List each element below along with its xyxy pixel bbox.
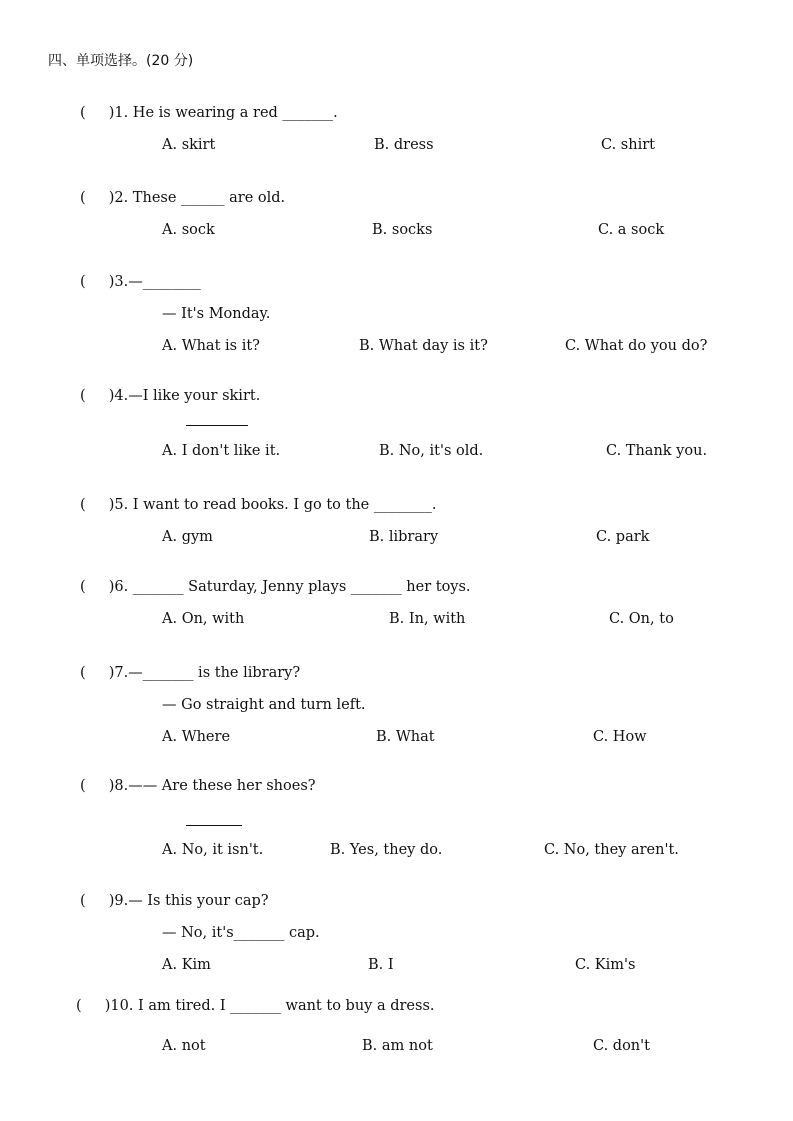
question-2-option-c: C. a sock <box>598 222 665 238</box>
question-9-reply: — No, it's_______ cap. <box>162 925 320 941</box>
section-title: 四、单项选择。(20 分) <box>48 53 194 69</box>
question-4-answer-blank <box>186 425 248 426</box>
question-6-option-c: C. On, to <box>609 611 674 627</box>
question-3-option-c: C. What do you do? <box>565 338 708 354</box>
question-5-option-a: A. gym <box>162 529 213 545</box>
question-7-stem: ( )7.—_______ is the library? <box>80 665 301 681</box>
question-7-option-a: A. Where <box>162 729 231 745</box>
question-10-option-c: C. don't <box>593 1038 650 1054</box>
question-1-option-b: B. dress <box>374 137 434 153</box>
question-9-option-b: B. I <box>368 957 394 973</box>
question-8-stem: ( )8.—— Are these her shoes? <box>80 778 316 794</box>
question-7-option-c: C. How <box>593 729 647 745</box>
question-10-stem: ( )10. I am tired. I _______ want to buy a dress. <box>76 998 435 1014</box>
question-7-option-b: B. What <box>376 729 435 745</box>
question-10-option-b: B. am not <box>362 1038 433 1054</box>
question-6-option-b: B. In, with <box>389 611 466 627</box>
question-8-option-a: A. No, it isn't. <box>162 842 264 858</box>
question-2-stem: ( )2. These ______ are old. <box>80 190 286 206</box>
question-2-option-a: A. sock <box>162 222 215 238</box>
question-3-stem: ( )3.—________ <box>80 274 201 290</box>
question-3-reply: — It's Monday. <box>162 306 271 322</box>
question-5-option-c: C. park <box>596 529 650 545</box>
question-9-option-a: A. Kim <box>162 957 211 973</box>
question-4-option-a: A. I don't like it. <box>162 443 281 459</box>
question-6-stem: ( )6. _______ Saturday, Jenny plays _______ her toys. <box>80 579 471 595</box>
question-8-option-b: B. Yes, they do. <box>330 842 443 858</box>
question-1-option-c: C. shirt <box>601 137 655 153</box>
question-5-option-b: B. library <box>369 529 439 545</box>
question-5-stem: ( )5. I want to read books. I go to the ________. <box>80 497 437 513</box>
question-8-answer-blank <box>186 825 242 826</box>
question-6-option-a: A. On, with <box>162 611 245 627</box>
question-1-stem: ( )1. He is wearing a red _______. <box>80 105 338 121</box>
question-7-reply: — Go straight and turn left. <box>162 697 366 713</box>
question-4-option-b: B. No, it's old. <box>379 443 484 459</box>
question-1-option-a: A. skirt <box>162 137 216 153</box>
question-3-option-b: B. What day is it? <box>359 338 488 354</box>
question-2-option-b: B. socks <box>372 222 433 238</box>
question-9-option-c: C. Kim's <box>575 957 636 973</box>
question-4-stem: ( )4.—I like your skirt. <box>80 388 261 404</box>
question-4-option-c: C. Thank you. <box>606 443 708 459</box>
question-3-option-a: A. What is it? <box>162 338 260 354</box>
question-9-stem: ( )9.— Is this your cap? <box>80 893 269 909</box>
question-8-option-c: C. No, they aren't. <box>544 842 679 858</box>
question-10-option-a: A. not <box>162 1038 206 1054</box>
